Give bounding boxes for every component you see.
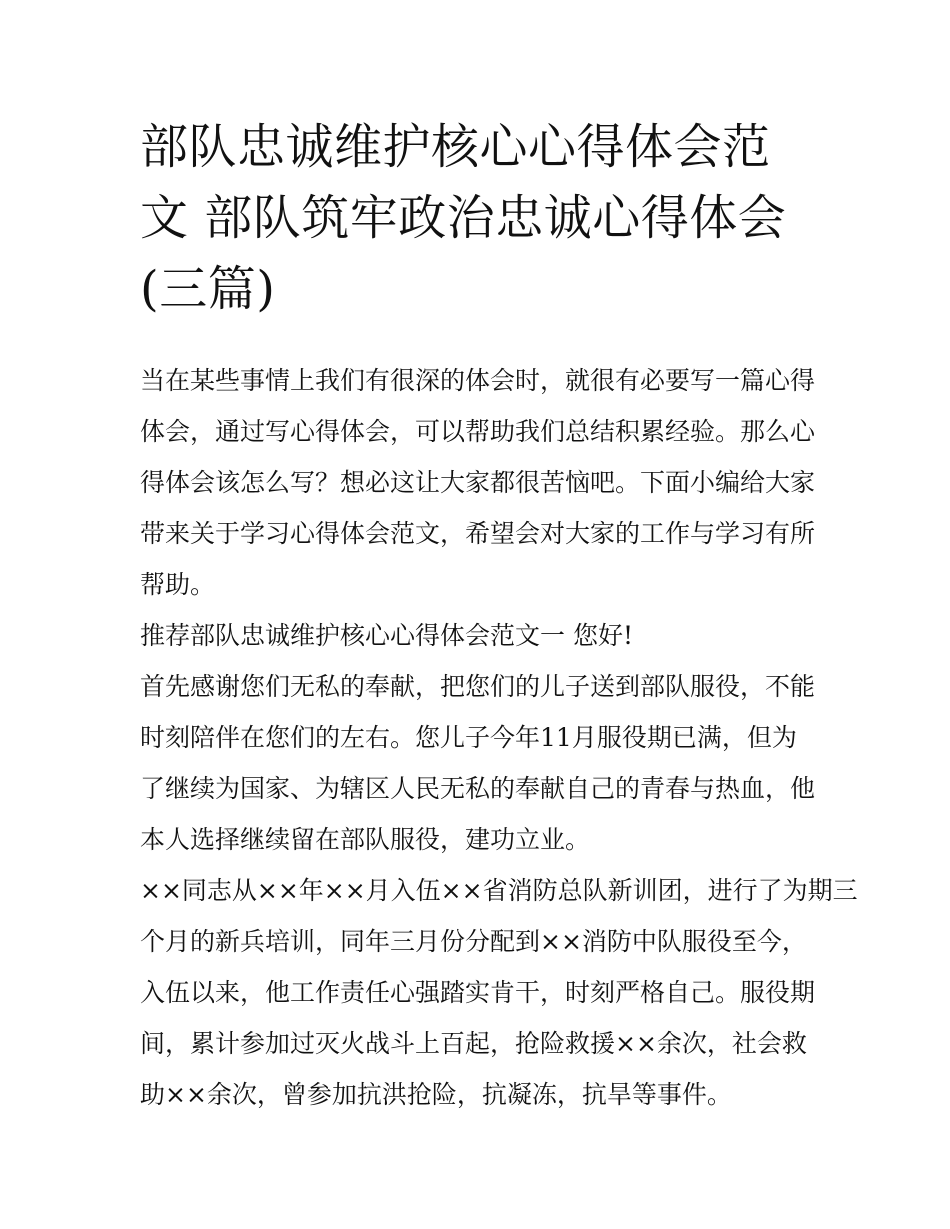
- text-line: 帮助。: [140, 570, 216, 599]
- text-line: 首先感谢您们无私的奉献，把您们的儿子送到部队服役，不能: [140, 672, 816, 701]
- text-line: 助××余次，曾参加抗洪抢险，抗凝冻，抗旱等事件。: [140, 1080, 732, 1109]
- document-body: [140, 355, 858, 1120]
- text-line: 带来关于学习心得体会范文，希望会对大家的工作与学习有所: [140, 519, 816, 548]
- text-line: 了继续为国家、为辖区人民无私的奉献自己的青春与热血，他: [140, 774, 816, 803]
- text-line: ××同志从××年××月入伍××省消防总队新训团，进行了为期三: [140, 876, 858, 905]
- text-line: 时刻陪伴在您们的左右。您儿子今年11月服役期已满，但为: [140, 723, 797, 752]
- text-line: 间，累计参加过灭火战斗上百起，抢险救援××余次，社会救: [140, 1029, 807, 1058]
- text-line: 体会，通过写心得体会，可以帮助我们总结积累经验。那么心: [140, 417, 816, 446]
- title-line: (三篇): [140, 261, 276, 317]
- title-line: 部队忠诚维护核心心得体会范: [140, 119, 771, 175]
- text-line: 推荐部队忠诚维护核心心得体会范文一 您好!: [140, 621, 633, 650]
- document-title: [140, 112, 820, 325]
- text-line: 本人选择继续留在部队服役，建功立业。: [140, 825, 591, 854]
- intro-paragraph: [140, 355, 830, 610]
- section-heading-paragraph: [140, 610, 830, 661]
- text-line: 当在某些事情上我们有很深的体会时，就很有必要写一篇心得: [140, 366, 816, 395]
- letter-paragraph-1: [140, 661, 830, 865]
- letter-paragraph-2: [140, 865, 858, 1120]
- text-line: 入伍以来，他工作责任心强踏实肯干，时刻严格自己。服役期: [140, 978, 816, 1007]
- title-line: 文 部队筑牢政治忠诚心得体会: [140, 190, 787, 246]
- text-line: 得体会该怎么写？想必这让大家都很苦恼吧。下面小编给大家: [140, 468, 816, 497]
- text-line: 个月的新兵培训，同年三月份分配到××消防中队服役至今，: [140, 927, 807, 956]
